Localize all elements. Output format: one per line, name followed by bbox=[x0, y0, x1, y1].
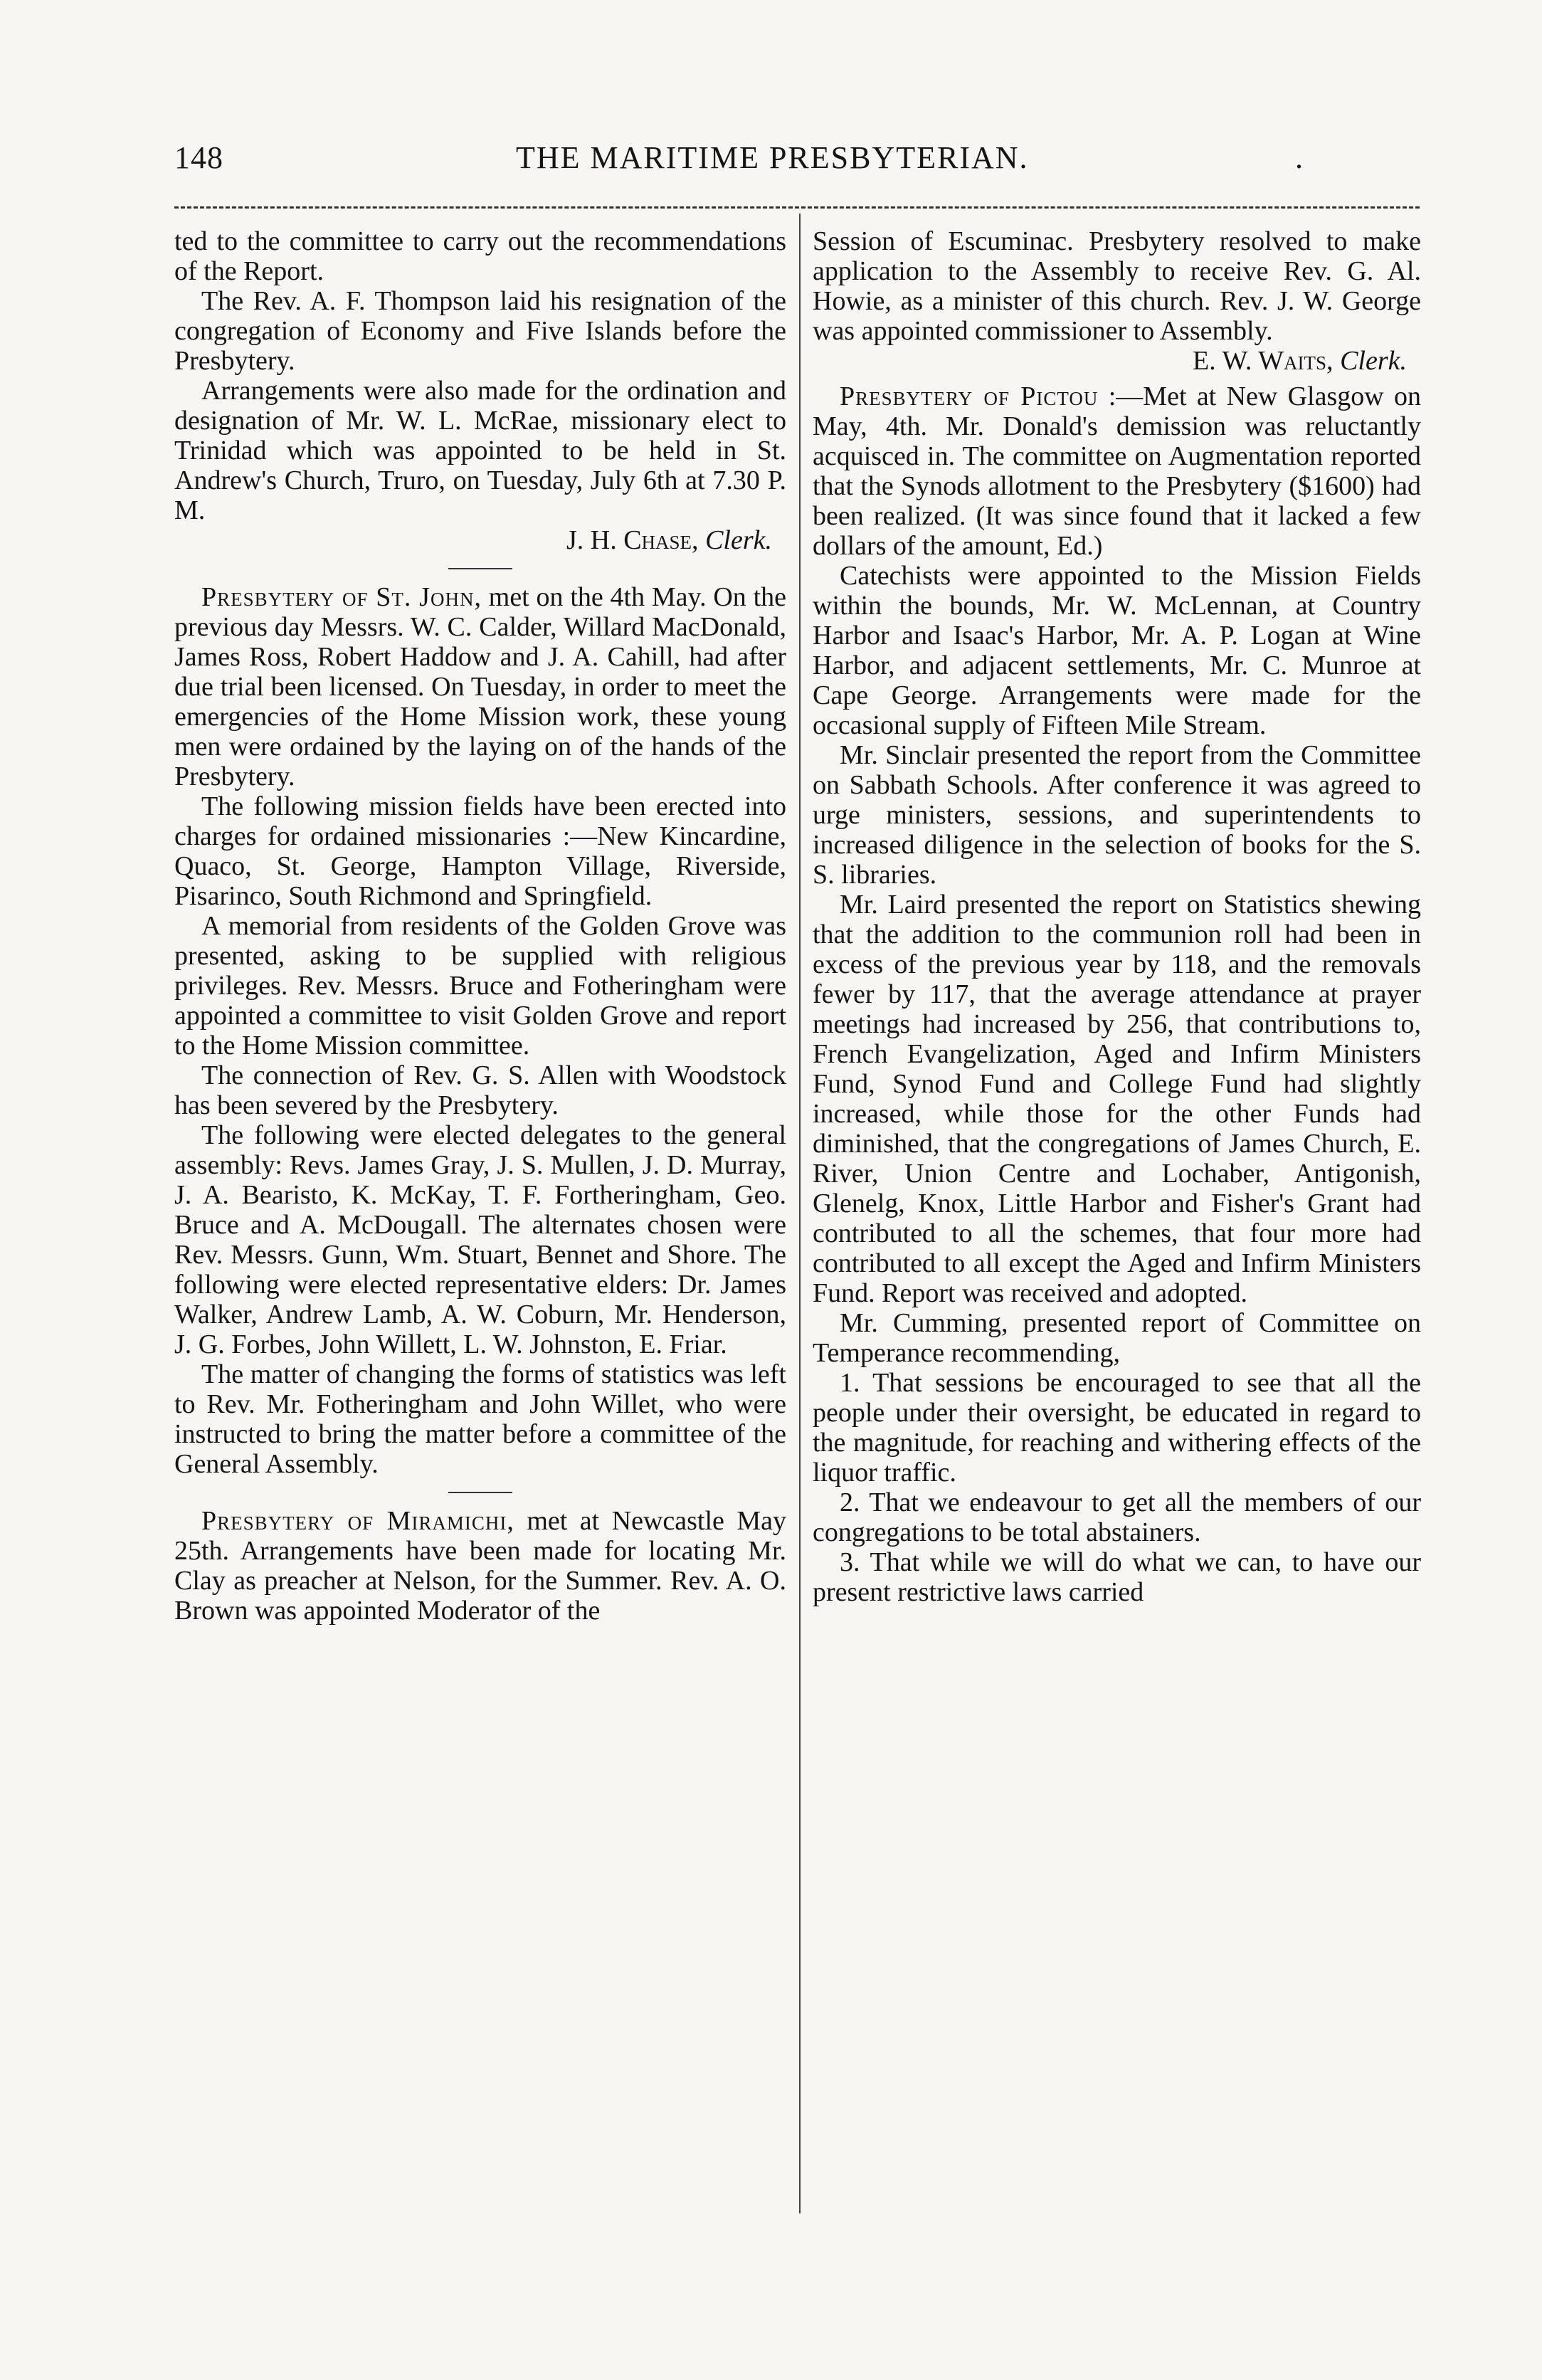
paragraph: The connection of Rev. G. S. Allen with Woodstock has been severed by the Presbytery. bbox=[174, 1060, 786, 1120]
list-item: 2. That we endeavour to get all the members of our congregations to be total abstainers. bbox=[813, 1488, 1421, 1547]
paragraph: The matter of changing the forms of statistics was left to Rev. Mr. Fotheringham and John Willet, who were instructed to bring the matter before a committee of the General Assembly. bbox=[174, 1359, 786, 1479]
clerk-name: E. W. Waits, bbox=[1192, 346, 1334, 376]
column-divider bbox=[799, 214, 801, 2213]
clerk-role: Clerk. bbox=[705, 525, 772, 555]
paragraph: Arrangements were also made for the ordination and designation of Mr. W. L. McRae, missionary elect to Trinidad which was appointed to be held in St. Andrew's Church, Truro, on Tuesday, July 6th at 7.30 P. M. bbox=[174, 376, 786, 525]
journal-title: THE MARITIME PRESBYTERIAN. bbox=[516, 140, 1029, 175]
paragraph bbox=[813, 381, 1421, 561]
header-rule bbox=[174, 206, 1420, 209]
clerk-signature bbox=[813, 346, 1421, 376]
right-column bbox=[813, 226, 1421, 1607]
paragraph bbox=[174, 582, 786, 791]
clerk-role: Clerk. bbox=[1340, 346, 1407, 376]
section-heading: Presbytery of St. John, bbox=[201, 582, 482, 612]
paragraph: Mr. Laird presented the report on Statistics shewing that the addition to the communion roll had been in excess of the previous year by 118, and the removals fewer by 117, that the average attendance at prayer meetings had increased by 256, that contributions to, French Evangelization, Aged and Infirm Ministers Fund, Synod Fund and College Fund had slightly increased, while those for the other Funds had diminished, that the congregations of James Church, E. River, Union Centre and Lochaber, Antigonish, Glenelg, Knox, Little Harbor and Fisher's Grant had contributed to all the schemes, that four more had contributed to all except the Aged and Infirm Ministers Fund. Report was received and adopted. bbox=[813, 890, 1421, 1308]
list-item: 1. That sessions be encouraged to see that all the people under their oversight, be educated in regard to the magnitude, for reaching and withering effects of the liquor traffic. bbox=[813, 1368, 1421, 1488]
paragraph: Mr. Sinclair presented the report from the Committee on Sabbath Schools. After conference it was agreed to urge ministers, sessions, and superintendents to increased diligence in the selection of books for the S. S. libraries. bbox=[813, 740, 1421, 890]
clerk-signature bbox=[174, 525, 786, 555]
section-heading: Presbytery of Miramichi, bbox=[201, 1506, 514, 1536]
header-mark: . bbox=[1295, 140, 1304, 175]
paragraph: ted to the committee to carry out the recommendations of the Report. bbox=[174, 226, 786, 286]
paragraph: The following were elected delegates to the general assembly: Revs. James Gray, J. S. Mullen, J. D. Murray, J. A. Bearisto, K. McKay, T. F. Fortheringham, Geo. Bruce and A. McDougall. The alternates chosen were Rev. Messrs. Gunn, Wm. Stuart, Bennet and Shore. The following were elected representative elders: Dr. James Walker, Andrew Lamb, A. W. Coburn, Mr. Henderson, J. G. Forbes, John Willett, L. W. Johnston, E. Friar. bbox=[174, 1120, 786, 1359]
paragraph: Session of Escuminac. Presbytery resolved to make application to the Assembly to receive Rev. G. Al. Howie, as a minister of this church. Rev. J. W. George was appointed commissioner to Assembly. bbox=[813, 226, 1421, 346]
section-heading: Presbytery of Pictou bbox=[840, 381, 1099, 411]
left-column bbox=[174, 226, 786, 1626]
paragraph-text: met on the 4th May. On the previous day Messrs. W. C. Calder, Willard MacDonald, James Ross, Robert Haddow and J. A. Cahill, had after due trial been licensed. On Tuesday, in order to meet the emergencies of the Home Mission work, these young men were ordained by the laying on of the hands of the Presbytery. bbox=[174, 582, 787, 791]
paragraph: A memorial from residents of the Golden Grove was presented, asking to be supplied with religious privileges. Rev. Messrs. Bruce and Fotheringham were appointed a committee to visit Golden Grove and report to the Home Mission committee. bbox=[174, 911, 786, 1060]
list-item: 3. That while we will do what we can, to have our present restrictive laws carried bbox=[813, 1547, 1421, 1607]
clerk-name: J. H. Chase, bbox=[566, 525, 699, 555]
page-number: 148 bbox=[174, 140, 223, 175]
paragraph: The following mission fields have been erected into charges for ordained missionaries :—New Kincardine, Quaco, St. George, Hampton Village, Riverside, Pisarinco, South Richmond and Springfield. bbox=[174, 791, 786, 911]
paragraph: Mr. Cumming, presented report of Committee on Temperance recommending, bbox=[813, 1308, 1421, 1368]
paragraph-text: :—Met at New Glasgow on May, 4th. Mr. Donald's demission was reluctantly acquisced in. The committee on Augmentation reported that the Synods allotment to the Presbytery ($1600) had been realized. (It was since found that it lacked a few dollars of the amount, Ed.) bbox=[813, 381, 1422, 561]
section-divider bbox=[448, 1492, 512, 1493]
paragraph-text: met at Newcastle May 25th. Arrangements have been made for locating Mr. Clay as preacher at Nelson, for the Summer. Rev. A. O. Brown was appointed Moderator of the bbox=[174, 1506, 786, 1626]
paragraph bbox=[174, 1506, 786, 1626]
page-header bbox=[174, 139, 1420, 189]
paragraph: Catechists were appointed to the Mission Fields within the bounds, Mr. W. McLennan, at Country Harbor and Isaac's Harbor, Mr. A. P. Logan at Wine Harbor, and adjacent settlements, Mr. C. Munroe at Cape George. Arrangements were made for the occasional supply of Fifteen Mile Stream. bbox=[813, 561, 1421, 740]
paragraph: The Rev. A. F. Thompson laid his resignation of the congregation of Economy and Five Islands before the Presbytery. bbox=[174, 286, 786, 376]
section-divider bbox=[448, 568, 512, 569]
